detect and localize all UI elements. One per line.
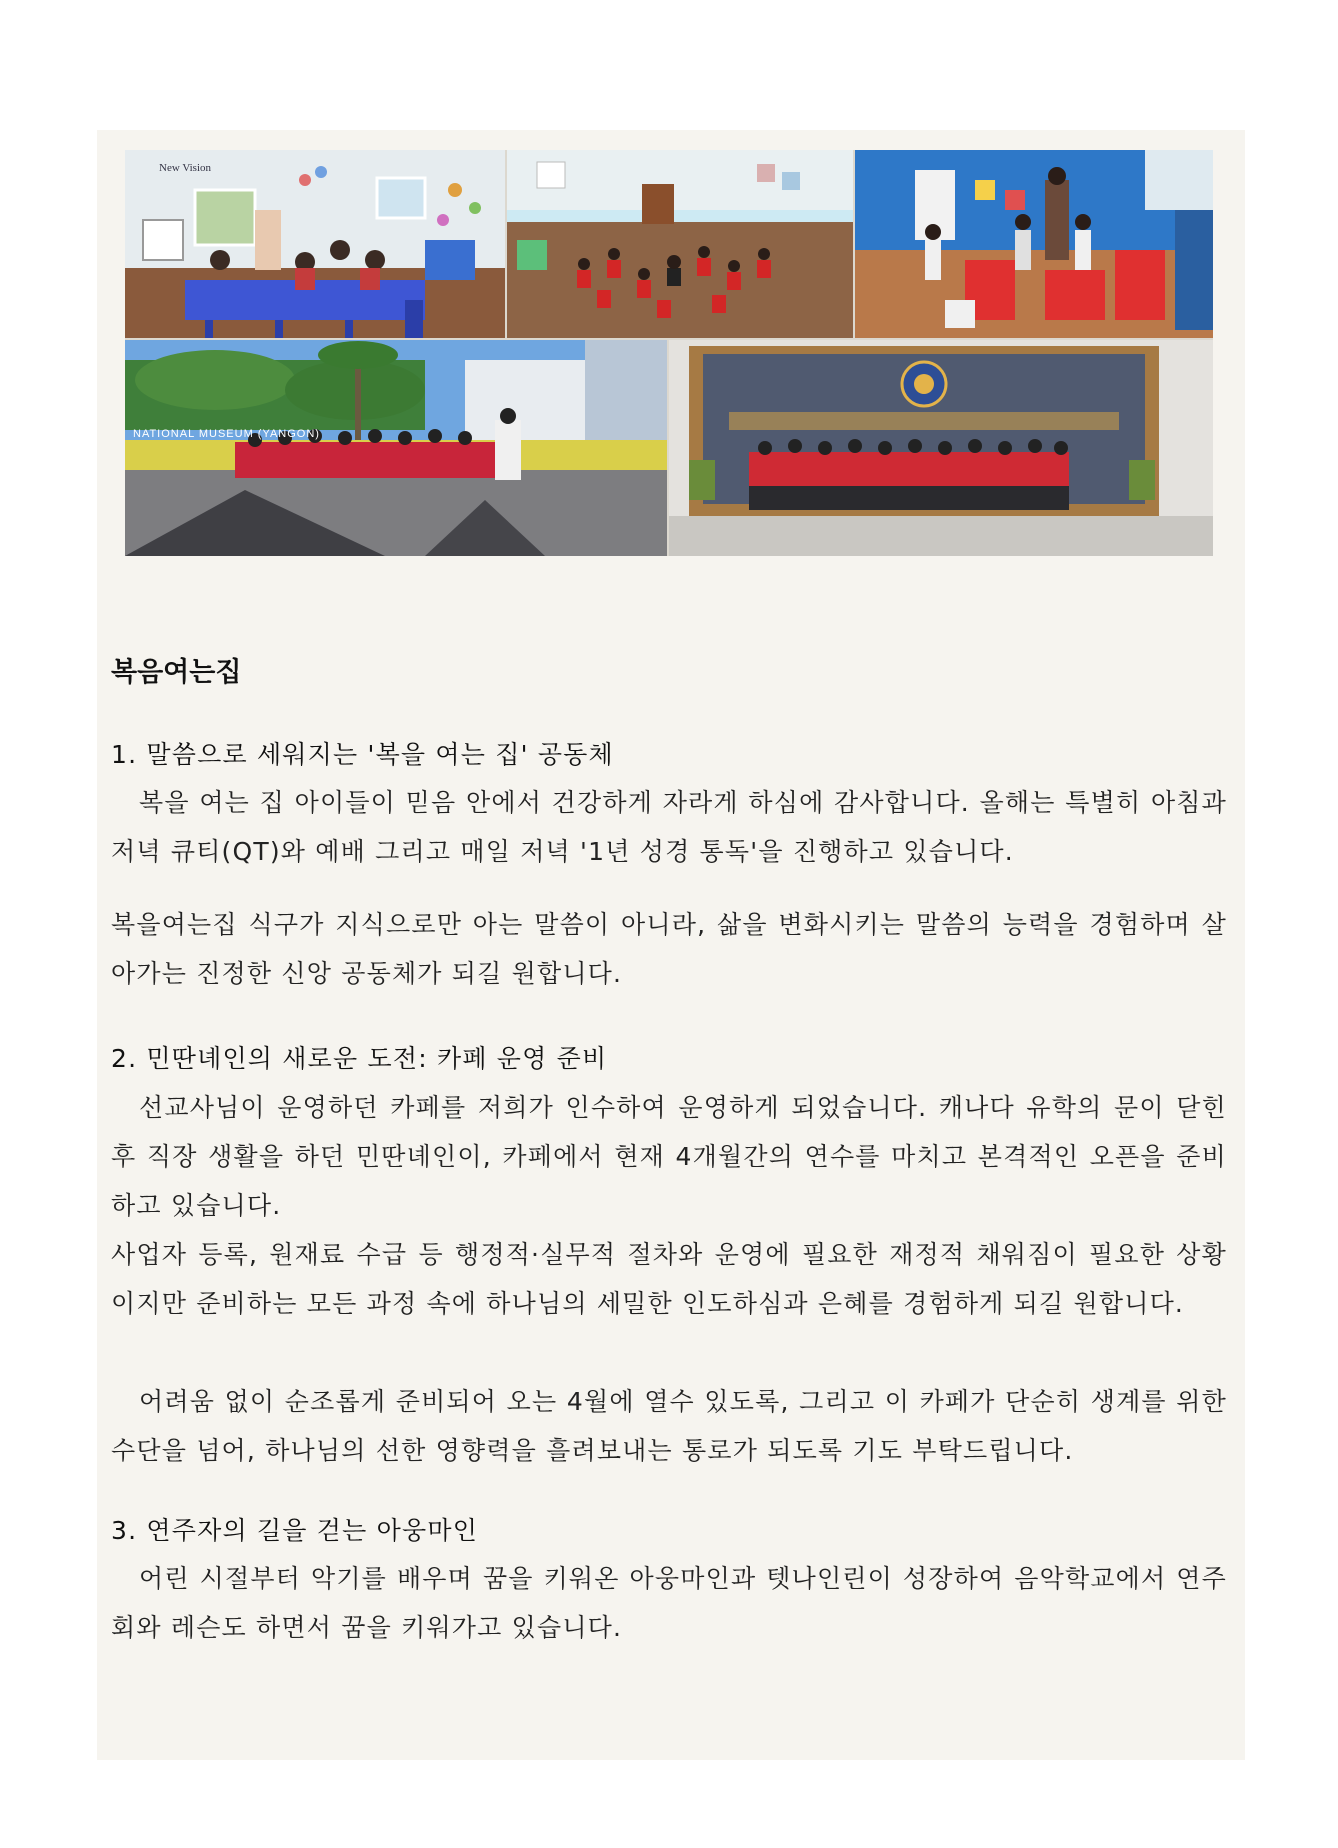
section-1-title: 1. 말씀으로 세워지는 '복을 여는 집' 공동체 [111,740,614,769]
museum-indoor-photo-icon [669,340,1213,556]
photo-caption-national-museum: NATIONAL MUSEUM (YANGON) [133,428,320,440]
art-class-photo-icon [855,150,1213,338]
section-2-paragraph-3: 어려움 없이 순조롭게 준비되어 오는 4월에 열수 있도록, 그리고 이 카페가 단순히 생계를 위한 수단을 넘어, 하나님의 선한 영향력을 흘려보내는 통로가 되도록 기도 부탁드립니다. [111,1387,1227,1465]
photo-museum-indoor [669,340,1213,556]
photo-museum-outdoor [125,340,667,556]
section-1-paragraph-1: 복을 여는 집 아이들이 믿음 안에서 건강하게 자라게 하심에 감사합니다. 올해는 특별히 아침과 저녁 큐티(QT)와 예배 그리고 매일 저녁 '1년 성경 통독'을 진행하고 있습니다. [111,788,1227,866]
section-3-paragraph-1: 어린 시절부터 악기를 배우며 꿈을 키워온 아웅마인과 텟나인린이 성장하여 음악학교에서 연주회와 레슨도 하면서 꿈을 키워가고 있습니다. [111,1564,1227,1642]
circle-time-photo-icon [507,150,853,338]
classroom-photo-icon [125,150,505,338]
section-1-paragraph-2: 복을여는집 식구가 지식으로만 아는 말씀이 아니라, 삶을 변화시키는 말씀의 능력을 경험하며 살아가는 진정한 신앙 공동체가 되길 원합니다. [111,910,1227,988]
document-page [97,130,1245,1760]
section-3-title: 3. 연주자의 길을 걷는 아웅마인 [111,1516,479,1545]
photo-caption-new-vision: New Vision [159,162,211,174]
photo-circle-time [507,150,853,338]
section-2-title: 2. 민딴녜인의 새로운 도전: 카페 운영 준비 [111,1044,608,1073]
photo-art-class [855,150,1213,338]
page-title: 복음여는집 [111,657,242,688]
photo-classroom [125,150,505,338]
museum-outdoor-photo-icon [125,340,667,556]
section-2-paragraph-1: 선교사님이 운영하던 카페를 저희가 인수하여 운영하게 되었습니다. 캐나다 유학의 문이 닫힌 후 직장 생활을 하던 민딴녜인이, 카페에서 현재 4개월간의 연수를 마치고 본격적인 오픈을 준비 하고 있습니다. [111,1093,1227,1220]
photo-collage [125,150,1213,556]
section-2-paragraph-2: 사업자 등록, 원재료 수급 등 행정적·실무적 절차와 운영에 필요한 재정적 채워짐이 필요한 상황이지만 준비하는 모든 과정 속에 하나님의 세밀한 인도하심과 은혜를 경험하게 되길 원합니다. [111,1240,1227,1318]
